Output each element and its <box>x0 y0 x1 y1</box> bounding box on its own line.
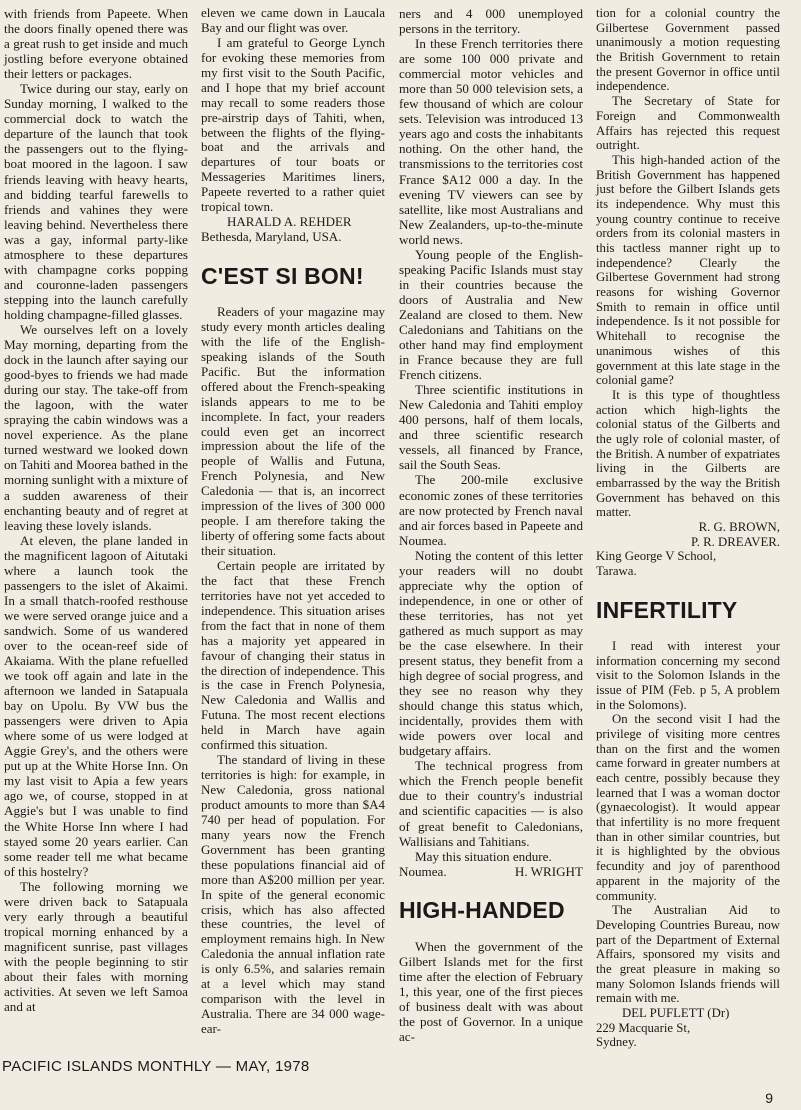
letter-signature: King George V School, <box>596 549 717 564</box>
signature-name: H. WRIGHT <box>514 863 583 879</box>
letter-paragraph: The Secretary of State for Foreign and Commonwealth Affairs has rejected this request outright. <box>596 94 780 153</box>
footer-masthead: PACIFIC ISLANDS MONTHLY — MAY, 1978 <box>2 1058 310 1075</box>
letter-heading: C'EST SI BON! <box>201 263 364 289</box>
letter-heading: HIGH-HANDED <box>399 896 565 923</box>
letter-signature: HARALD A. REHDER <box>227 214 352 230</box>
column-4 <box>596 6 780 1050</box>
letter-paragraph: eleven we came down in Laucala Bay and our flight was over. <box>201 5 385 35</box>
column-1 <box>4 6 188 1014</box>
letter-signature: Tarawa. <box>596 564 637 579</box>
letter-paragraph: ners and 4 000 unemployed persons in the territory. <box>399 6 583 37</box>
letter-paragraph: Certain people are irritated by the fact that these French territories have not yet acceded to independence. This situation arises from the fact that in none of them has a majority yet appeared in favour of changing their status in the direction of independence. This is the case in French Polynesia, New Caledonia and Wallis and Futuna. The most recent elections held in March have again confirmed this situation. <box>201 557 385 753</box>
letter-paragraph: When the government of the Gilbert Islands met for the first time after the election of February 1, this year, one of the first pieces of business dealt with was about the post of Governor. In a unique ac- <box>399 938 583 1044</box>
letter-signature: P. R. DREAVER. <box>690 534 780 549</box>
letter-paragraph: It is this type of thoughtless action which high-lights the colonial status of the Gilberts and the ugly role of colonial master, of the British. A number of expatriates living in the Gilberts are embarrassed by the way the British Government has behaved on this matter. <box>596 387 780 520</box>
letter-signature: Bethesda, Maryland, USA. <box>201 229 342 245</box>
letter-signature-line <box>399 864 583 879</box>
letter-paragraph: Young people of the English-speaking Pacific Islands must stay in their countries because the doors of Australia and New Zealand are closed to them. New Caledonians and Tahitians on the other hand may find employment in France because they are full French citizens. <box>399 246 583 383</box>
letter-paragraph: At eleven, the plane landed in the magnificent lagoon of Aitutaki where a launch took the passengers to the islet of Akaimi. In a small thatch-roofed resthouse we were served orange juice and a sandwich. Some of us wandered over to the ocean-reef side of Akaiama. With the plane refuelled we took off again and late in the afternoon we landed in Satapuala bay on Upolu. By VW bus the passengers were driven to Apia where some of us were lodged at Aggie Grey's, and the others were put up at the White Horse Inn. On my last visit to Apia a few years ago we, of course, stopped in at Aggie's but I was unable to find the White Horse Inn where I had stayed some 20 years earlier. Can some reader tell me what became of this hostelry? <box>4 532 188 879</box>
page-number: 9 <box>765 1090 773 1106</box>
letter-paragraph: On the second visit I had the privilege of visiting more centres than on the first and the women came forward in greater numbers at each centre, possibly because they learned that I was a woman doctor (gynaecologist). It would appear that infertility is no more frequent than in other similar countries, but it is highlighted by the obvious fecundity and joy of parenthood apparent in the majority of the community. <box>596 712 780 903</box>
letter-signature: R. G. BROWN, <box>698 520 780 535</box>
letter-signature: 229 Macquarie St, <box>596 1020 691 1035</box>
letter-paragraph: The technical progress from which the French people benefit due to their country's industrial and scientific capacities — is also of great benefit to Caledonians, Wallisians and Tahitians. <box>399 758 583 849</box>
letter-paragraph: I read with interest your information concerning my second visit to the Solomon Islands in the issue of PIM (Feb. p 5, A problem in the Solomons). <box>596 638 780 712</box>
letter-paragraph: I am grateful to George Lynch for evoking these memories from my first visit to the South Pacific, and I hope that my brief account may recall to some readers those pre-airstrip days of Tahiti, when, between the flights of the flying-boat and the arrivals and departures of tour boats or Messageries Maritimes liners, Papeete reverted to a rather quiet tropical town. <box>201 34 385 215</box>
signature-place: Noumea. <box>399 863 447 879</box>
letter-paragraph: The following morning we were driven back to Satapuala very early through a beautiful tropical morning enhanced by a magnificent sunrise, past villages with the people beginning to stir about their fales with morning activities. At seven we left Samoa and at <box>4 878 188 1015</box>
letter-paragraph: In these French territories there are some 100 000 private and commercial motor vehicles and more than 50 000 television sets, a few thousand of which are colour sets. Television was introduced 13 years ago and costs the inhabitants nothing. On the other hand, the transmissions to the territories cost France $A12 000 a day. In the evening TV viewers can see by satellite, like most Australians and New Zealanders, up-to-the-minute world news. <box>399 36 583 247</box>
letter-signature: Sydney. <box>596 1035 637 1050</box>
letter-heading: INFERTILITY <box>596 596 738 623</box>
letter-signature: DEL PUFLETT (Dr) <box>622 1006 730 1020</box>
letter-paragraph: This high-handed action of the British Government has happened just before the Gilbert Islands gets its independence. Why must this young country continue to receive orders from its colonial masters in this tactless manner right up to independence? Clearly the Gilbertese Government had strong reasons for wishing Governor Smith to remain in office until independence. Is it not possible for Whitehall to recognise the unanimous wishes of this government at this late stage in the colonial game? <box>596 152 780 388</box>
letter-paragraph: Noting the content of this letter your readers will no doubt appreciate why the option of independence, in one or other of these territories, has not yet gathered as much support as may be the case elsewhere. In their present status, they benefit from a high degree of social progress, and they see no reason why they should change this status which, incidentally, provides them with wide powers over local and budgetary affairs. <box>399 547 583 759</box>
column-2 <box>201 6 385 1037</box>
letter-paragraph: Three scientific institutions in New Caledonia and Tahiti employ 400 persons, half of them locals, and three scientific research vessels, all financed by France, sail the South Seas. <box>399 382 583 473</box>
column-3 <box>399 6 583 1044</box>
letter-paragraph: tion for a colonial country the Gilbertese Government passed unanimously a motion requesting the British Government to retain the present Governor in office until independence. <box>596 6 780 94</box>
letter-paragraph: Twice during our stay, early on Sunday morning, I walked to the commercial dock to watch the departure of the launch that took the passengers out to the flying-boat moored in the lagoon. I saw friends leaving with heavy hearts, and bidding tearful farewells to friends and vahines they were leaving behind. Nevertheless there was a gay, informal party-like atmosphere to these departures with champagne corks popping and couronne-laden passengers stepping into the launch carefully holding champagne-filled glasses. <box>4 81 188 322</box>
letter-paragraph: The 200-mile exclusive economic zones of these territories are now protected by French naval and air forces based in Papeete and Noumea. <box>399 472 583 548</box>
letter-paragraph: The Australian Aid to Developing Countries Bureau, now part of the Department of External Affairs, sponsored my visits and the great pleasure in making so many Solomon Islands friends will remain with me. <box>596 903 780 1006</box>
letter-paragraph: Readers of your magazine may study every month articles dealing with the life of the English-speaking islands of the South Pacific. But the information offered about the French-speaking islands appears to me to be incomplete. In fact, your readers could even get an incorrect impression about the life of the people of Wallis and Futuna, French Polynesia, and New Caledonia — that is, an incorrect impression of the lives of 300 000 people. I am therefore taking the liberty of offering some facts about their situation. <box>201 304 385 558</box>
letter-paragraph: We ourselves left on a lovely May morning, departing from the dock in the launch after saying our good-byes to friends we had made during our stay. The take-off from the lagoon, with the water spraying the cabin windows was a novel experience. As the plane turned westward we looked down on Tahiti and Moorea bathed in the morning sunlight with a mixture of a sudden awareness of their enchanting beauty and of regret at leaving these lovely islands. <box>4 321 188 533</box>
letter-paragraph: May this situation endure. <box>415 848 552 864</box>
letter-paragraph: The standard of living in these territories is high: for example, in New Caledonia, gross national product amounts to more than $A4 740 per head of population. For many years now the French Government has been granting these populations financial aid of more than A$200 million per year. In spite of the general economic crisis, which has also affected these countries, the level of employment remains high. In New Caledonia the annual inflation rate is only 6.5%, and salaries remain at a level which may stand comparison with the level in Australia. There are 34 000 wage-ear- <box>201 752 385 1036</box>
letter-paragraph: with friends from Papeete. When the doors finally opened there was a great rush to get inside and much jostling before everyone obtained their letters or packages. <box>4 6 188 82</box>
